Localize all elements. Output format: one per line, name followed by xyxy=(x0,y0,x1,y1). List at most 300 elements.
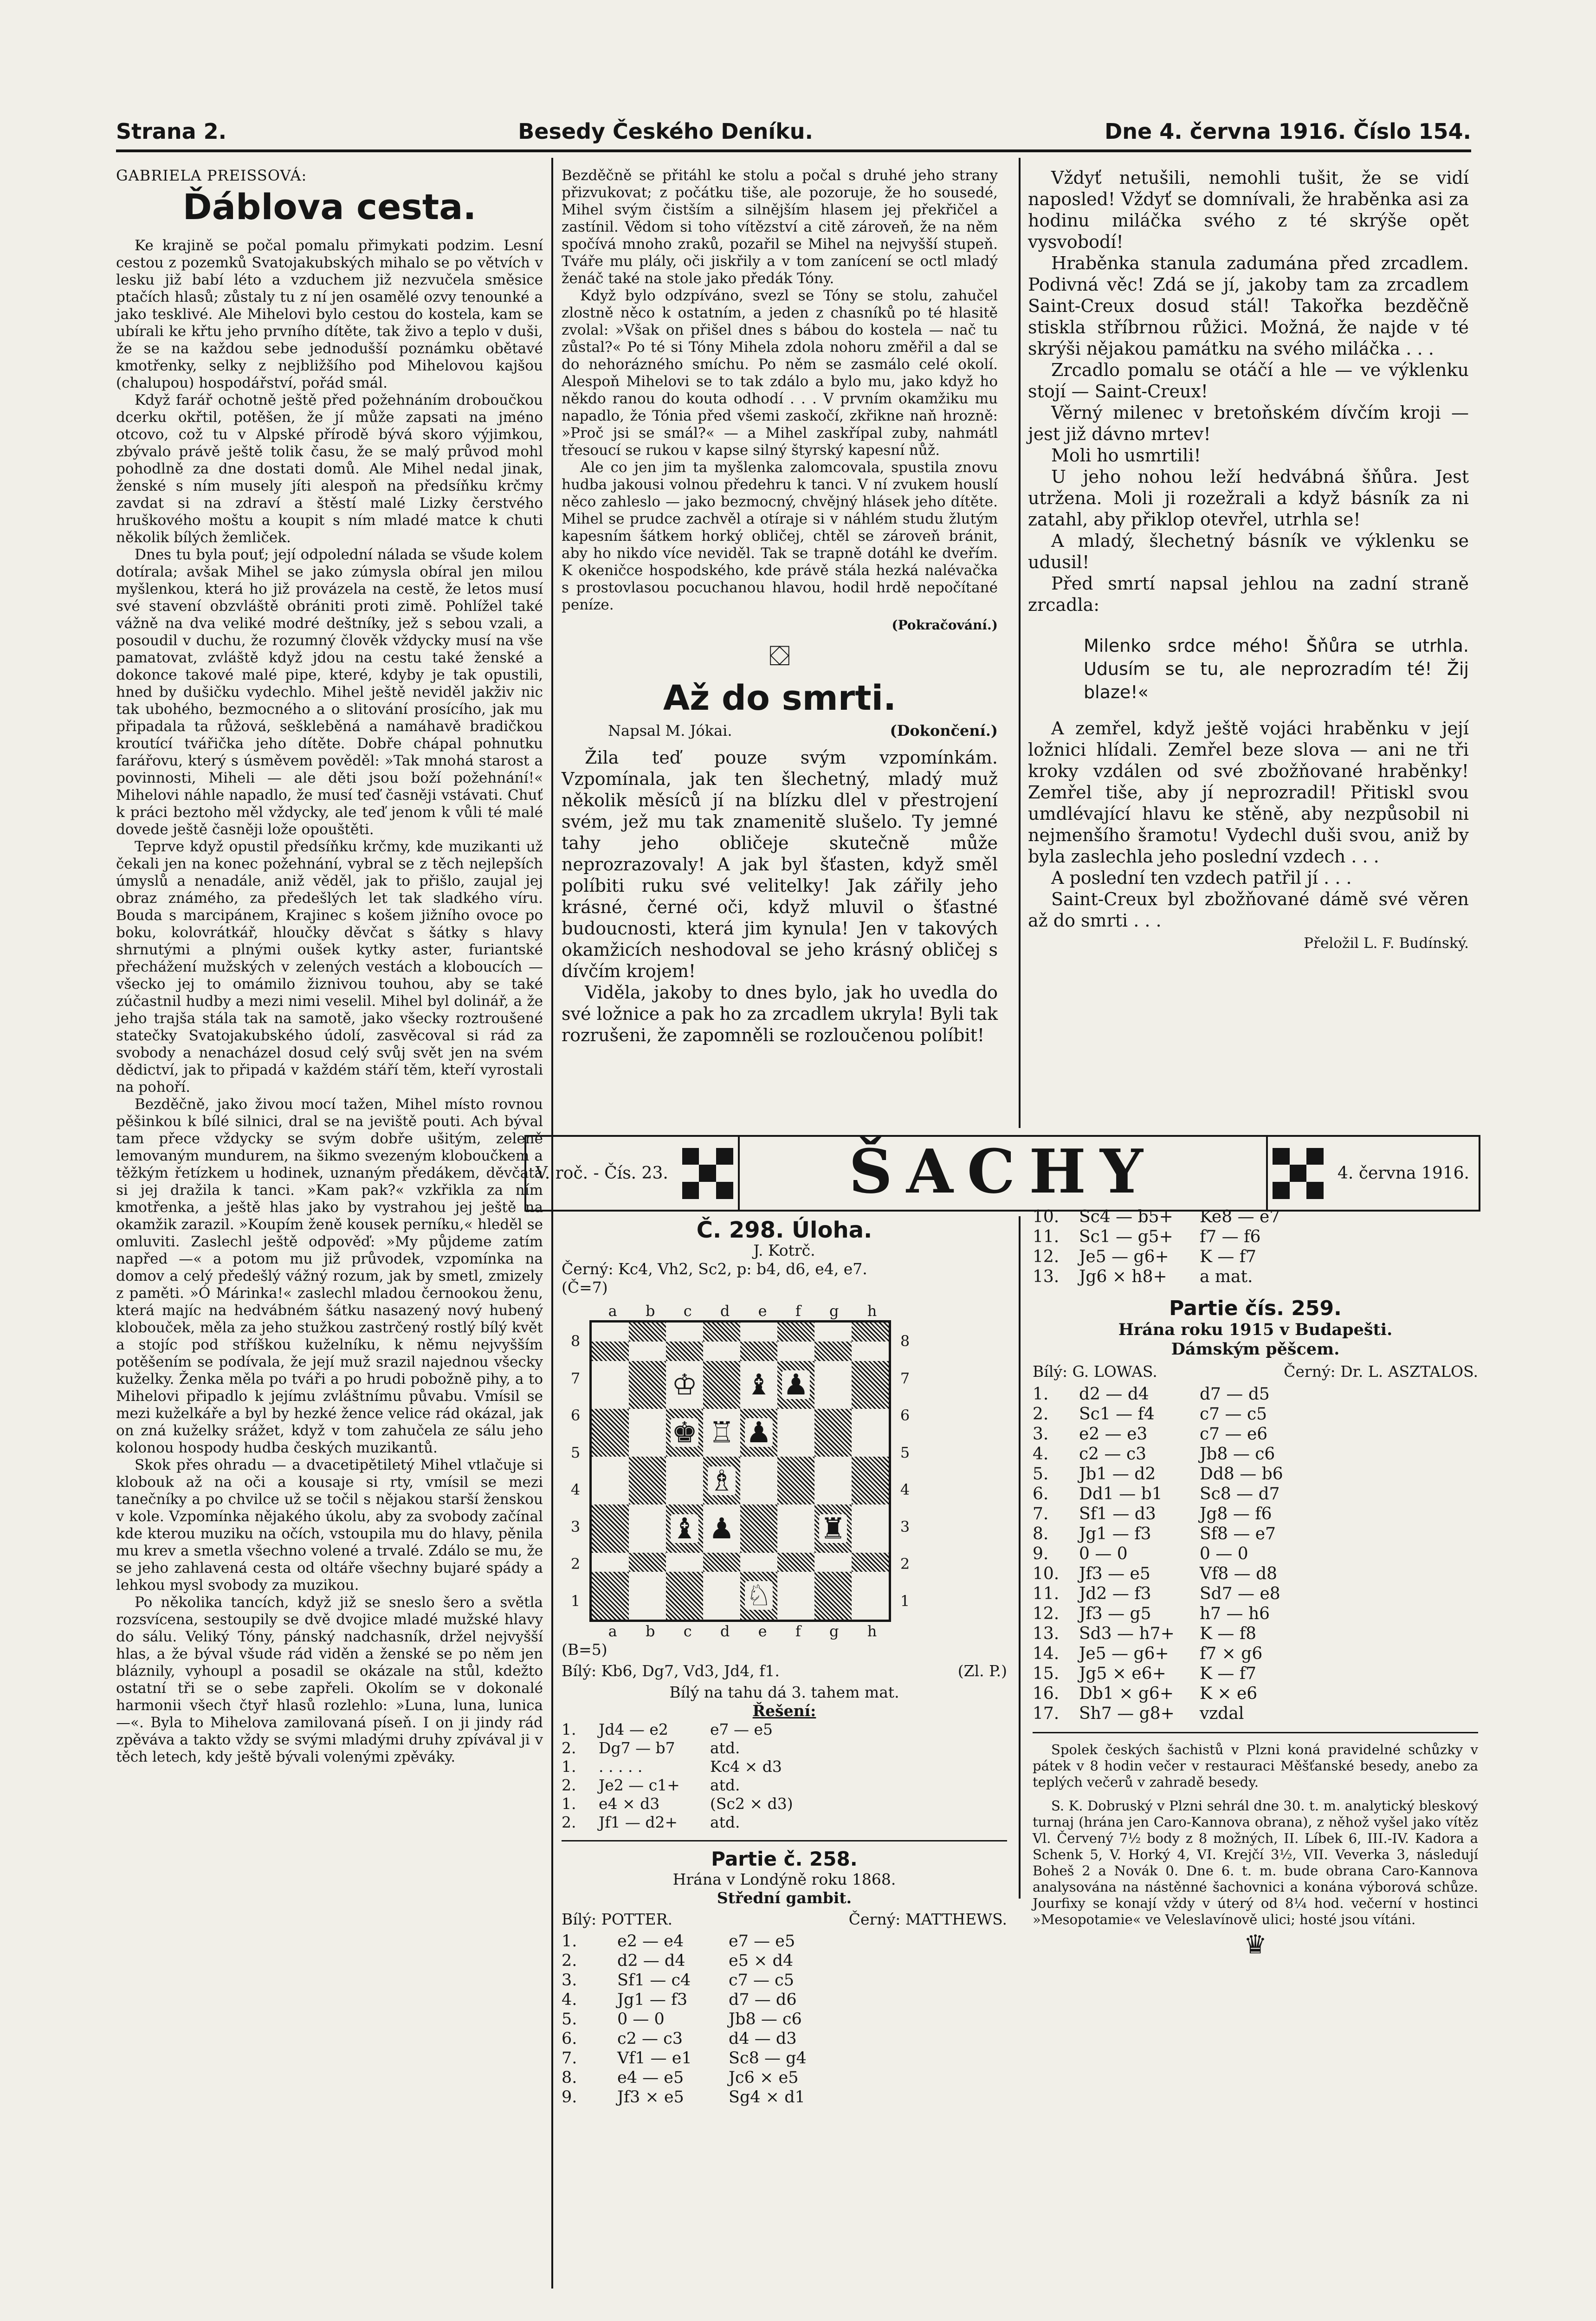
move-cell: K — f8 xyxy=(1200,1624,1257,1643)
chess-date: 4. června 1916. xyxy=(1338,1164,1469,1183)
board-square-g5 xyxy=(814,1409,852,1457)
story2-paragraph: U jeho nohou leží hedvábná šňůra. Jest utržena. Moli ji rozežrali a když básník za ni zatahl, aby přiklop otevřel, utrhla se! xyxy=(1028,467,1469,530)
board-square-e5 xyxy=(740,1409,777,1457)
move-cell: 3. xyxy=(1033,1425,1049,1444)
move-cell: 0 — 0 xyxy=(1079,1544,1128,1563)
game258-moves xyxy=(562,1932,1007,2107)
chess-title: ŠACHY xyxy=(738,1137,1268,1210)
story1-paragraph: Když bylo odzpíváno, svezl se Tóny se stolu, zahučel zlostně něco k ostatním, a jeden z chasníků po té hlasitě zvolal: »Však on přišel dnes s bábou do kostela — nač tu zůstal?« Po té si Tóny Mihela zdola nohoru změřil a dal se do nehorázného smíchu. Po něm se zasmálo celé okolí. Alespoň Mihelovi se to tak zdálo a bylo mu, jako když ho někdo ranou do kouta odhodí . . . V prvním okamžiku mu napadlo, že Tónia před všemi zaskočí, zkřikne naň hrozně: »Proč jsi se smál?« — a Mihel zaskřípal zuby, nahmátl třesoucí se rukou v kapse silný štyrský kapesní nůž. xyxy=(562,287,998,459)
header-page-number: Strana 2. xyxy=(116,119,227,144)
problem-task: Bílý na tahu dá 3. tahem mat. xyxy=(669,1683,899,1701)
move-cell: f7 — f6 xyxy=(1200,1227,1261,1246)
board-file-label: b xyxy=(645,1302,655,1320)
story1-title: Ďáblova cesta. xyxy=(182,186,477,227)
game258-players xyxy=(562,1910,1007,1929)
move-cell: 15. xyxy=(1033,1664,1060,1683)
board-square-g7 xyxy=(814,1342,852,1361)
story2-body-col2 xyxy=(562,747,998,1046)
move-cell: 5. xyxy=(562,2010,577,2029)
move-cell: 8. xyxy=(562,2068,577,2087)
board-file-label: b xyxy=(645,1622,655,1640)
board-square-d6 xyxy=(703,1361,740,1409)
board-rank-label: 3 xyxy=(900,1518,910,1536)
move-cell: Dd8 — b6 xyxy=(1200,1465,1283,1484)
move-cell xyxy=(821,1757,1007,1776)
column-3 xyxy=(1028,167,1469,952)
story2-poem: Milenko srdce mého! Šňůra se utrhla. Udusím se tu, ale neprozradím té! Žij blaze!« xyxy=(1084,635,1469,702)
chess-piece-icon: ♖ xyxy=(709,1415,735,1450)
board-square-b4 xyxy=(629,1457,666,1504)
board-file-label: d xyxy=(720,1302,730,1320)
board-rank-label: 2 xyxy=(570,1555,581,1573)
move-cell: Jf3 — e5 xyxy=(1079,1564,1150,1583)
board-rank-label: 8 xyxy=(570,1332,581,1350)
header-paper-name: Besedy Českého Deníku. xyxy=(518,119,813,144)
board-rank-label: 4 xyxy=(900,1481,910,1498)
game259-players xyxy=(1033,1362,1478,1381)
board-square-b3 xyxy=(629,1504,666,1552)
chess-board xyxy=(589,1320,891,1622)
board-square-g1 xyxy=(814,1572,852,1620)
board-file-label: e xyxy=(758,1622,767,1640)
move-cell: 10. xyxy=(1033,1207,1060,1226)
board-square-f1 xyxy=(777,1572,814,1620)
story1-paragraph: Bezděčně, jako živou mocí tažen, Mihel místo rovnou pěšinkou k bílé silnici, dral se na jeviště pouti. Ach býval tam přece vždycky se svým dobře ušitým, zeleně lemovaným mundurem, na šikmo svezeným kloboučkem a těžkým řetízkem u hodinek, uznaným předákem, děvčata si jej dražila k tanci. »Kam pak?« vzkřikla za ním kmotřenka, a ještě hlas jako by vystrahou jej ještě na okamžik zarazil. »Koupím ženě kousek perníku,« hleděl se omluviti. Zaslechl ještě odpověď: »My půjdeme zatím napřed —« a potom mu již průvodek, vzpomínka na domov a celý předešlý vážný rozum, jak by smetl, zmizely z paměti. »Ó Márinka!« zaslechl mladou černookou ženu, která majíc na hedvábném šátku nasazený nový hubený klobouček, měla za jeho stužkou zastrčený rostlý bílý květ a stojíc pod stříškou kuželníku, k němu nejvyšším potěšením se podívala, že její muž srazil najednou všecky kuželky. Ženka měla po tváři a po hrudi pobožně pihy, a to Mihelovi připadlo k jejímu zvláštnímu půvabu. Vmísil se mezi kuželkáře a byl by hezké žence velice rád okázal, jak on zná kuželky srážet, když v tom zahučela ze sálu jeho kolonou hospody hudba českých muzikantů. xyxy=(116,1096,543,1456)
board-square-f4 xyxy=(777,1457,814,1504)
problem-white-count: (B=5) xyxy=(562,1640,607,1659)
move-cell: . . . . . xyxy=(599,1757,643,1776)
move-cell: c2 — c3 xyxy=(1079,1445,1147,1464)
board-rank-label: 5 xyxy=(900,1444,910,1461)
story1-paragraph: Po několika tancích, když již se sneslo šero a světla rozsvícena, sestoupily se dvě dvojice mladé mužské hlavy do sálu. Veliký Tóny, pánský nadchasník, držel nejvyšší hlas, a že býval všude rád viděn a ženské se po něm jen bláznily, vyhoupl a posadil se okázale na stůl, kdežto ostatní tři se o sebe zapřeli. Okolím se v dokonalé harmonii všech čtyř hlasů rozlehlo: »Luna, luna, lunica —«. Byla to Mihelova zamilovaná píseň. I on ji jindy rád zpěváva a takto vždy se svými mladými druhy zpívával ji v těch letech, kdy ještě bývali volenými zpěváky. xyxy=(116,1594,543,1765)
board-square-h8 xyxy=(852,1323,889,1342)
chess-piece-icon: ♟ xyxy=(746,1415,772,1450)
board-file-label: e xyxy=(758,1302,767,1320)
move-cell: Jg8 — f6 xyxy=(1200,1504,1272,1524)
board-file-label: g xyxy=(829,1622,839,1640)
move-cell: Sd3 — h7+ xyxy=(1079,1624,1175,1643)
board-rank-label: 7 xyxy=(570,1369,581,1387)
board-file-label: f xyxy=(795,1302,801,1320)
game259-moves xyxy=(1033,1384,1478,1724)
chess-piece-icon: ♘ xyxy=(746,1578,772,1613)
move-cell: 2. xyxy=(562,1813,576,1831)
move-cell: 1. xyxy=(562,1757,576,1776)
board-file-label: c xyxy=(683,1302,692,1320)
story2-paragraph: A zemřel, když ještě vojáci hraběnku v její ložnici hlídali. Zemřel beze slova — ani ne tři kroky vzdálen od své zbožňované hraběnky! Zemřel tiše, aby jí neprozradil! Přitiskl svou umdlévající hlavu ke stěně, aby nezpůsobil ni nejmenšího šramotu! Vydechl duši svou, aniž by byla zaslechla jeho poslední vzdech . . . xyxy=(1028,718,1469,867)
move-cell: 11. xyxy=(1033,1584,1060,1603)
board-square-c8 xyxy=(666,1323,703,1342)
move-cell: Vf1 — e1 xyxy=(617,2049,692,2068)
crown-ornament-icon: ♛ xyxy=(1243,1930,1267,1960)
board-square-a1 xyxy=(592,1572,629,1620)
story2-paragraph: Viděla, jakoby to dnes bylo, jak ho uvedla do své ložnice a pak ho za zrcadlem ukryla! Byli tak rozrušeni, že zapomněli se rozloučenou políbit! xyxy=(562,982,998,1045)
board-square-d1 xyxy=(703,1572,740,1620)
story2-paragraph: Žila teď pouze svým vzpomínkám. Vzpomínala, jak ten šlechetný, mladý muž několik měsíců jí na blízku dlel v přestrojení svém, jež mu tak znamenitě slušelo. Ty jemné tahy jeho obličeje skutečně může neprozrazovaly! A jak byl šťasten, když směl políbiti ruku své velitelky! Jak zářily jeho krásné, černé oči, když mluvil o šťastné budoucnosti, která jim kynula! Jen v takových okamžicích neshodoval se jeho krásný obličej s dívčím krojem! xyxy=(562,747,998,981)
column-divider-3 xyxy=(1019,1216,1021,1899)
board-file-label: c xyxy=(683,1622,692,1640)
game259-opening: Dámským pěšcem. xyxy=(1171,1340,1340,1359)
board-file-label: h xyxy=(867,1622,877,1640)
problem-source: (Zl. P.) xyxy=(957,1662,1007,1680)
move-cell: f7 × g6 xyxy=(1200,1644,1263,1663)
move-cell: 7. xyxy=(1033,1504,1049,1524)
move-cell: e2 — e4 xyxy=(617,1932,684,1951)
board-square-c6 xyxy=(666,1361,703,1409)
board-square-f7 xyxy=(777,1342,814,1361)
game258-white: Bílý: POTTER. xyxy=(562,1910,672,1928)
board-square-a7 xyxy=(592,1342,629,1361)
board-square-d5 xyxy=(703,1409,740,1457)
move-cell: 1. xyxy=(1033,1385,1049,1404)
board-file-label: g xyxy=(829,1302,839,1320)
board-file-label: h xyxy=(867,1302,877,1320)
move-cell: c7 — e6 xyxy=(1200,1425,1268,1444)
chess-piece-icon: ♗ xyxy=(709,1463,735,1498)
board-square-a4 xyxy=(592,1457,629,1504)
move-cell: Sc8 — g4 xyxy=(729,2049,807,2068)
board-file-label: a xyxy=(608,1302,617,1320)
board-files-bottom xyxy=(562,1622,891,1640)
move-cell xyxy=(821,1720,1007,1739)
story2-paragraph: A mladý, šlechetný básník ve výklenku se udusil! xyxy=(1028,531,1469,572)
move-cell: Jg1 — f3 xyxy=(1079,1524,1151,1543)
move-cell: 4. xyxy=(1033,1445,1049,1464)
board-square-b5 xyxy=(629,1409,666,1457)
board-square-d3 xyxy=(703,1504,740,1552)
board-square-h3 xyxy=(852,1504,889,1552)
move-cell: 2. xyxy=(562,1739,576,1757)
move-cell: Sh7 — g8+ xyxy=(1079,1704,1175,1723)
board-square-g2 xyxy=(814,1553,852,1572)
move-cell: Jf3 × e5 xyxy=(617,2088,684,2107)
board-square-b2 xyxy=(629,1553,666,1572)
move-cell: 6. xyxy=(562,2029,577,2048)
board-rank-label: 2 xyxy=(900,1555,910,1573)
board-square-b1 xyxy=(629,1572,666,1620)
board-square-e6 xyxy=(740,1361,777,1409)
board-square-e7 xyxy=(740,1342,777,1361)
story2-paragraph: A poslední ten vzdech patřil jí . . . xyxy=(1051,868,1352,888)
story2-author: Napsal M. Jókai. xyxy=(608,722,732,739)
column-divider-1 xyxy=(551,158,553,2289)
move-cell: Jb1 — d2 xyxy=(1079,1465,1156,1484)
problem-black-count: (Č=7) xyxy=(562,1278,608,1297)
move-cell: 9. xyxy=(1033,1544,1049,1563)
story1-paragraph: Dnes tu byla pouť; její odpolední nálada se všude kolem dotírala; avšak Mihel se jako zúmysla obíral jen milou myšlenkou, která ho již provázela na cestě, že letos musí své stavení obzvláště obrániti proti zimě. Pohlížel také vážně na dva veliké modré deštníky, jež s sebou vzali, a posoudil v duchu, že rozumný člověk vždycky musí na vše pamatovat, zvláště když jdou na cestu také ženské a dokonce takové malé pipe, které, kdyby je tak opustili, hned by dušičku vydechlo. Mihel ještě neviděl jakživ nic tak ubohého, bezmocného a o slitování prosícího, jak mu připadala ta růžová, seškleběná a namáhavě bradičkou kroutící tvářička jeho dítěte. Dobře chápal pohnutku farářovu, který s úsměvem pověděl: »Tak mnohá starost a povinnosti, Miheli — ale děti jsou boží požehnání!« Mihelovi náhle napadlo, že musí teď časněji vstávati. Chuť k práci beztoho měl vždycky, ale teď jenom k vůli té malé dovede ještě časněji lože opouštěti. xyxy=(116,546,543,838)
board-square-f6 xyxy=(777,1361,814,1409)
move-cell: c2 — c3 xyxy=(617,2029,683,2048)
move-cell: 1. xyxy=(562,1720,576,1738)
ornament-icon: ⛋ xyxy=(769,640,790,672)
move-cell: 12. xyxy=(1033,1604,1060,1623)
move-cell: Db1 × g6+ xyxy=(1079,1684,1174,1703)
board-square-d8 xyxy=(703,1323,740,1342)
move-cell: vzdal xyxy=(1200,1704,1244,1723)
board-square-g8 xyxy=(814,1323,852,1342)
game258-black: Černý: MATTHEWS. xyxy=(848,1910,1007,1928)
move-cell: Vf8 — d8 xyxy=(1200,1564,1278,1583)
move-cell: 7. xyxy=(562,2049,577,2068)
board-square-f3 xyxy=(777,1504,814,1552)
story1-paragraph: Ale co jen jim ta myšlenka zalomcovala, spustila znovu hudba jakousi volnou předehru k tanci. V ní zvukem houslí něco zahleslo — jako bezmocný, chvějný hlásek jeho dítěte. Mihel se prudce zachvěl a otíraje si v náhlém studu žlutým kapesním šátkem horký obličej, chtěl se zároveň bránit, aby ho nikdo více neviděl. Tak se trapně dotáhl ke dveřím. K okeničce hospodského, kde právě stála hezká nalévačka s prostovlasou pocuchanou hlavou, hodil hrdě nepočítané peníze. xyxy=(562,459,998,613)
header-rule xyxy=(116,149,1471,152)
board-square-f5 xyxy=(777,1409,814,1457)
chess-piece-icon: ♟ xyxy=(783,1368,809,1402)
move-cell: 1. xyxy=(562,1932,577,1951)
move-cell: Jb8 — c6 xyxy=(1200,1445,1275,1464)
board-ranks-right xyxy=(891,1323,919,1620)
board-square-e3 xyxy=(740,1504,777,1552)
story1-continued: (Pokračování.) xyxy=(892,617,998,633)
board-square-h2 xyxy=(852,1553,889,1572)
move-cell: Je5 — g6+ xyxy=(1079,1644,1169,1663)
story2-paragraph: Před smrtí napsal jehlou na zadní straně zrcadla: xyxy=(1028,573,1469,615)
move-cell: atd. xyxy=(710,1739,740,1757)
board-square-a3 xyxy=(592,1504,629,1552)
game258-opening: Střední gambit. xyxy=(717,1889,852,1907)
board-square-d2 xyxy=(703,1553,740,1572)
board-square-b8 xyxy=(629,1323,666,1342)
story1-paragraph: Bezděčně se přitáhl ke stolu a počal s druhé jeho strany přizvukovat; z počátku tiše, ale pozoruje, že ho sousedé, Mihel svým čistším a silnějším hlasem jej překřičel a zastínil. Vědom si toho vítězství a citě zároveň, že na něm spočívá mnoho zraků, pozařil se Mihel na nejvyšší stupeň. Tváře mu plály, oči jiskřily a v tom zanícení se octl mladý ženáč také na stole jako předák Tóny. xyxy=(562,167,998,287)
move-cell: 4. xyxy=(562,1990,577,2009)
problem-white-row xyxy=(562,1662,1007,1680)
checker-ornament-icon xyxy=(682,1148,733,1199)
move-cell: Sc1 — g5+ xyxy=(1079,1227,1173,1246)
divider xyxy=(1033,1732,1478,1733)
move-cell: d7 — d6 xyxy=(729,1990,797,2009)
board-square-e1 xyxy=(740,1572,777,1620)
move-cell: 2. xyxy=(562,1776,576,1794)
board-square-c1 xyxy=(666,1572,703,1620)
move-cell: Sg4 × d1 xyxy=(729,2088,805,2107)
move-cell: 0 — 0 xyxy=(617,2010,665,2029)
move-cell: 10. xyxy=(1033,1564,1060,1583)
page-header xyxy=(116,116,1471,144)
move-cell: K — f7 xyxy=(1200,1247,1257,1266)
move-cell: K × e6 xyxy=(1200,1684,1258,1703)
chess-piece-icon: ♔ xyxy=(672,1368,698,1402)
story2-end-label: (Dokončení.) xyxy=(890,722,998,739)
move-cell: c7 — c5 xyxy=(1200,1405,1267,1424)
move-cell: 1. xyxy=(562,1795,576,1813)
move-cell: Dd1 — b1 xyxy=(1079,1485,1163,1504)
move-cell: Sc4 — b5+ xyxy=(1079,1207,1173,1226)
move-cell: Sd7 — e8 xyxy=(1200,1584,1280,1603)
chess-piece-icon: ♝ xyxy=(746,1368,772,1402)
move-cell: Sc8 — d7 xyxy=(1200,1485,1280,1504)
move-cell: 0 — 0 xyxy=(1200,1544,1248,1563)
story2-paragraph: Věrný milenec v bretoňském dívčím kroji — jest již dávno mrtev! xyxy=(1028,402,1469,444)
chess-volume: V. roč. - Čís. 23. xyxy=(536,1164,668,1183)
board-square-h4 xyxy=(852,1457,889,1504)
move-cell: Je2 — c1+ xyxy=(599,1776,680,1794)
board-square-e2 xyxy=(740,1553,777,1572)
move-cell: 14. xyxy=(1033,1644,1060,1663)
game259-place: Hrána roku 1915 v Budapešti. xyxy=(1118,1320,1393,1339)
board-square-c5 xyxy=(666,1409,703,1457)
board-square-h1 xyxy=(852,1572,889,1620)
move-cell: 3. xyxy=(562,1971,577,1990)
move-cell: Sf1 — d3 xyxy=(1079,1504,1156,1524)
board-square-h5 xyxy=(852,1409,889,1457)
board-rank-label: 3 xyxy=(570,1518,581,1536)
board-files-top xyxy=(562,1302,891,1320)
move-cell: 16. xyxy=(1033,1684,1060,1703)
divider xyxy=(562,1840,1007,1841)
move-cell: Dg7 — b7 xyxy=(599,1739,675,1757)
board-rank-label: 5 xyxy=(570,1444,581,1461)
board-square-e8 xyxy=(740,1323,777,1342)
board-square-f8 xyxy=(777,1323,814,1342)
story1-paragraph: Ke krajině se počal pomalu přimykati podzim. Lesní cestou z pozemků Svatojakubských mihalo se po větvích v lesku již babí léto a vzduchem již nezvučela směsice ptačích hlasů; zůstaly tu z ní jen osamělé ozvy tenounké a jako tesklivé. Ale Mihelovi bylo cestou do kostela, kam se ubírali ke křtu jeho prvního dítěte, tak živo a teplo v duši, že se na každou sebe jednodušší poznámku obětavé kmotřenky, selky z nejbližšího pod Mihelovou kajšou (chalupou) hospodářství, pořád smál. xyxy=(116,237,543,391)
board-rank-label: 4 xyxy=(570,1481,581,1498)
story1-paragraph: Když farář ochotně ještě před požehnáním droboučkou dcerku okřtil, potěšen, že jí může zapsati na jméno otcovo, což tu v Alpské přírodě bývá skoro výjimkou, zbývalo právě ještě tolik času, že se malý průvod mohl pohodlně za dne dostati domů. Ale Mihel nedal jinak, ženské s ním musely jíti alespoň na předsíňku krčmy zavdat si na zdraví a štěstí malé Lizky čerstvého hruškového moštu a koupit s ním mladé matce k chuti několik bílých žemliček. xyxy=(116,392,543,546)
board-square-c3 xyxy=(666,1504,703,1552)
chess-piece-icon: ♝ xyxy=(672,1511,698,1545)
board-square-g6 xyxy=(814,1361,852,1409)
board-rank-label: 7 xyxy=(900,1369,910,1387)
board-file-label: a xyxy=(608,1622,617,1640)
board-square-h7 xyxy=(852,1342,889,1361)
board-file-label: f xyxy=(795,1622,801,1640)
solution-title: Řešení: xyxy=(752,1702,816,1720)
game258-place: Hrána v Londýně roku 1868. xyxy=(672,1870,896,1888)
move-cell: e5 × d4 xyxy=(729,1951,794,1970)
board-square-a8 xyxy=(592,1323,629,1342)
move-cell: 2. xyxy=(562,1951,577,1970)
chess-piece-icon: ♚ xyxy=(672,1415,698,1450)
board-square-e4 xyxy=(740,1457,777,1504)
board-ranks-left xyxy=(562,1323,589,1620)
board-square-d4 xyxy=(703,1457,740,1504)
board-rank-label: 8 xyxy=(900,1332,910,1350)
board-square-c4 xyxy=(666,1457,703,1504)
header-date-issue: Dne 4. června 1916. Číslo 154. xyxy=(1105,119,1471,144)
column-divider-2 xyxy=(1019,158,1021,1128)
board-square-b6 xyxy=(629,1361,666,1409)
board-rank-label: 6 xyxy=(900,1407,910,1424)
game258-moves-continued xyxy=(1033,1207,1478,1287)
chess-diagram xyxy=(562,1302,924,1640)
board-square-c2 xyxy=(666,1553,703,1572)
move-cell: Je5 — g6+ xyxy=(1079,1247,1169,1266)
move-cell: 13. xyxy=(1033,1267,1060,1286)
move-cell: d4 — d3 xyxy=(729,2029,797,2048)
move-cell: 8. xyxy=(1033,1524,1049,1543)
move-cell: Jc6 × e5 xyxy=(729,2068,799,2087)
story2-subheading xyxy=(562,722,998,739)
move-cell xyxy=(821,1776,1007,1795)
move-cell: Jg5 × e6+ xyxy=(1079,1664,1166,1683)
move-cell: 17. xyxy=(1033,1704,1060,1723)
story2-paragraph: Moli ho usmrtili! xyxy=(1051,445,1201,466)
chess-banner xyxy=(524,1135,1480,1212)
board-rank-label: 1 xyxy=(570,1592,581,1610)
chess-right-column xyxy=(1033,1207,1478,1960)
move-cell: Kc4 × d3 xyxy=(710,1757,782,1776)
column-2 xyxy=(562,167,998,1046)
move-cell: d2 — d4 xyxy=(617,1951,685,1970)
board-square-g3 xyxy=(814,1504,852,1552)
column-1 xyxy=(116,167,543,1766)
board-square-c7 xyxy=(666,1342,703,1361)
move-cell: atd. xyxy=(710,1776,740,1794)
move-cell: K — f7 xyxy=(1200,1664,1257,1683)
move-cell: Sc1 — f4 xyxy=(1079,1405,1155,1424)
move-cell: e7 — e5 xyxy=(729,1932,795,1951)
board-file-label: d xyxy=(720,1622,730,1640)
move-cell: c7 — c5 xyxy=(729,1971,794,1990)
move-cell xyxy=(821,1739,1007,1757)
move-cell: d7 — d5 xyxy=(1200,1385,1270,1404)
move-cell: h7 — h6 xyxy=(1200,1604,1270,1623)
board-rank-label: 6 xyxy=(570,1407,581,1424)
move-cell: a mat. xyxy=(1200,1267,1253,1286)
move-cell: Jd4 — e2 xyxy=(599,1720,668,1738)
story2-paragraph: Saint-Creux byl zbožňované dámě své věren až do smrti . . . xyxy=(1028,889,1469,931)
board-square-b7 xyxy=(629,1342,666,1361)
move-cell xyxy=(821,1795,1007,1813)
board-square-d7 xyxy=(703,1342,740,1361)
move-cell: e4 × d3 xyxy=(599,1795,660,1813)
move-cell xyxy=(821,1813,1007,1832)
move-cell: e7 — e5 xyxy=(710,1720,773,1738)
story2-title: Až do smrti. xyxy=(663,678,897,718)
board-square-a6 xyxy=(592,1361,629,1409)
move-cell: Sf1 — c4 xyxy=(617,1971,691,1990)
chess-piece-icon: ♜ xyxy=(820,1511,846,1545)
board-square-h6 xyxy=(852,1361,889,1409)
move-cell: 9. xyxy=(562,2088,577,2107)
board-square-a2 xyxy=(592,1553,629,1572)
move-cell: Jd2 — f3 xyxy=(1079,1584,1151,1603)
game259-black: Černý: Dr. L. ASZTALOS. xyxy=(1284,1362,1478,1381)
chess-piece-icon: ♟ xyxy=(709,1511,735,1545)
move-cell: e2 — e3 xyxy=(1079,1425,1148,1444)
chess-left-column xyxy=(562,1216,1007,2107)
story2-translator: Přeložil L. F. Budínský. xyxy=(1304,935,1469,952)
move-cell: Ke8 — e7 xyxy=(1200,1207,1280,1226)
move-cell: Jg6 × h8+ xyxy=(1079,1267,1167,1286)
solution-moves xyxy=(562,1720,1007,1832)
move-cell: 13. xyxy=(1033,1624,1060,1643)
move-cell: 12. xyxy=(1033,1247,1060,1266)
game259-white: Bílý: G. LOWAS. xyxy=(1033,1362,1157,1381)
move-cell: Sf8 — e7 xyxy=(1200,1524,1276,1543)
move-cell: Jb8 — c6 xyxy=(729,2010,802,2029)
board-square-f2 xyxy=(777,1553,814,1572)
story2-paragraph: Vždyť netušili, nemohli tušit, že se vidí naposled! Vždyť se domnívali, že hraběnka asi za hodinu miláčka svého z té skrýše opět vysvobodí! xyxy=(1028,168,1469,252)
move-cell: 6. xyxy=(1033,1485,1049,1504)
chess-notice-dobrusky: S. K. Dobruský v Plzni sehrál dne 30. t. m. analytický bleskový turnaj (hrána jen Caro-Kannova obrana), z něhož vyšel jako vítěz Vl. Červený 7½ body z 8 možných, II. Líbek 6, III.-IV. Kadora a Schenk 5, V. Horký 4, VI. Krejčí 3½, VII. Veverka 3, následují Boheš 2 a Novák 0. Dne 6. t. m. bude obrana Caro-Kannova analysována na nástěnné šachovnici a konána výborová schůze. Jourfixy se konají vždy v úterý od 8¼ hod. večerní v hostinci »Mesopotamie« ve Veleslavínově ulici; hosté jsou vítáni. xyxy=(1033,1798,1478,1927)
chess-notice-plzen: Spolek českých šachistů v Plzni koná pravidelné schůzky v pátek v 8 hodin večer v restauraci Měšťanské besedy, anebo za teplých večerů v zahradě besedy. xyxy=(1033,1742,1478,1790)
problem-author: J. Kotrč. xyxy=(753,1241,815,1259)
story1-paragraph: Teprve když opustil předsíňku krčmy, kde muzikanti už čekali jen na konec požehnání, vybral se z těch nejlepších úmyslů a nenadále, aniž věděl, jak to přišlo, zaujal jej obraz známého, za předešlých let tak sladkého víru. Bouda s marcipánem, Krajinec s košem jižního ovoce po boku, kolovrátkář, hloučky děvčat s šátky s hlavy shrnutými a plnými oušek kytky aster, furiantské přechážení mužských v zelených vestách a kloboucích — všecko jej to omámilo žiznivou touhou, aby se také zúčastnil hudby a mezi nimi veselil. Mihel byl dolinář, a že jeho trajša stála tak na samotě, jako všecky roztroušené statečky Svatojakubského údolí, zasvěcoval si rád za svobody a nenacházel dosud celý svůj svět jen na svém dědictví, jak to připadá v každém stáří těm, kteří vyrostali na pohoří. xyxy=(116,838,543,1096)
game259-title: Partie čís. 259. xyxy=(1169,1297,1342,1320)
move-cell: Jf1 — d2+ xyxy=(599,1813,678,1831)
move-cell: d2 — d4 xyxy=(1079,1385,1149,1404)
board-rank-label: 1 xyxy=(900,1592,910,1610)
move-cell: 5. xyxy=(1033,1465,1049,1484)
story1-byline: GABRIELA PREISSOVÁ: xyxy=(116,167,307,184)
board-square-g4 xyxy=(814,1457,852,1504)
move-cell: e4 — e5 xyxy=(617,2068,684,2087)
move-cell: atd. xyxy=(710,1813,740,1831)
story2-paragraph: Hraběnka stanula zadumána před zrcadlem. Podivná věc! Zdá se jí, jakoby tam za zrcadlem Saint-Creux dosud stál! Takořka bezděčně stiskla stříbrnou růžici. Možná, že najde v té skrýši nějakou památku na svého miláčka . . . xyxy=(1028,253,1469,359)
move-cell: Jg1 — f3 xyxy=(617,1990,688,2009)
story1-paragraph: Skok přes ohradu — a dvacetipětiletý Mihel vtlačuje si klobouk až na oči a kousaje si rty, vmísil se mezi tanečníky a po chvilce už se točil s nějakou starší ženskou v kole. Vzpomínka nějakého úkolu, aby za svobody začínal kde kterou muziku na očích, vstoupila mu do hlavy, pěnila mu krev a smetla všechno volené a trvalé. Zdálo se mu, že se jeho zahlavená cesta od oltáře všechny bujaré spády a lehkou mysl svobody za muzikou. xyxy=(116,1457,543,1594)
